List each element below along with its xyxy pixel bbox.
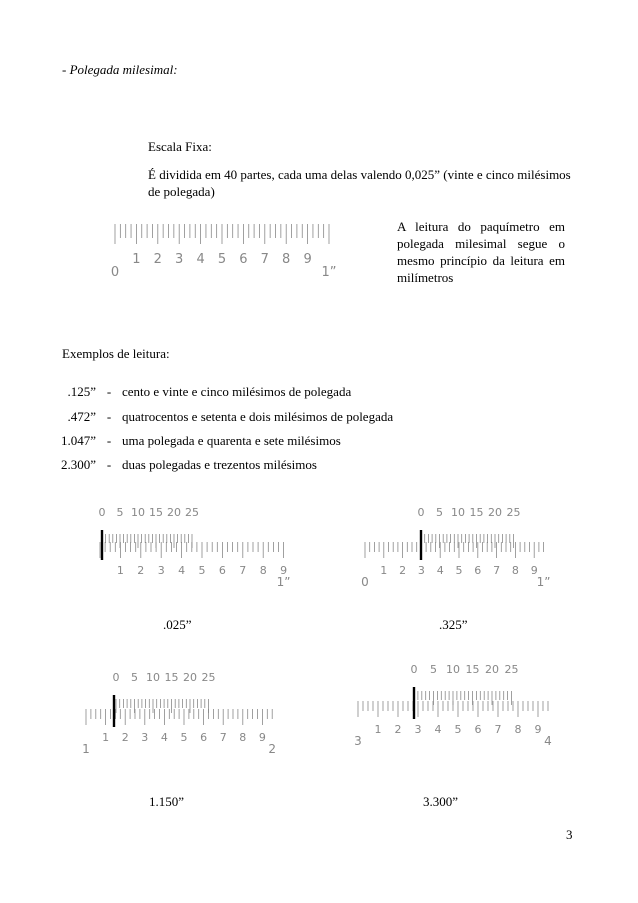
fixed-scale-description: É dividida em 40 partes, cada uma delas valendo 0,025” (vinte e cinco milésimos de polegada) [148,167,571,199]
example-value: 1.047” [60,433,96,448]
main-digit: 2 [394,723,402,736]
vernier-label: 10 [146,671,160,684]
vernier-label: 25 [201,671,216,684]
example-row [56,408,393,425]
main-digit: 6 [218,564,226,577]
examples-heading: Exemplos de leitura: [62,346,170,361]
main-digit: 5 [198,564,206,577]
start-label: 3 [354,734,362,748]
main-digit: 9 [534,723,542,736]
main-digit: 1 [102,731,110,744]
main-digit: 2 [121,731,129,744]
vernier-label: 15 [469,506,484,519]
start-label: 0 [361,575,369,589]
vernier-label: 15 [465,663,480,676]
example-row [56,432,341,449]
main-digit: 1 [116,564,124,577]
vernier-label: 20 [183,671,197,684]
main-digit: 4 [436,564,444,577]
example-row [56,383,351,400]
main-digit: 7 [494,723,502,736]
example-text: cento e vinte e cinco milésimos de polegada [122,384,352,399]
main-digit: 8 [239,731,247,744]
vernier-label: 10 [451,506,465,519]
vernier-label: 10 [131,506,145,519]
scale-label: 0 [110,265,120,280]
end-label: 2 [268,742,277,756]
main-digit: 7 [493,564,501,577]
main-digit: 6 [200,731,208,744]
example-dash: - [106,457,112,472]
vernier-label: 10 [446,663,460,676]
page-number: 3 [566,827,573,842]
scale-label: 6 [239,252,248,267]
main-digit: 9 [258,731,266,744]
scale-label: 1 [132,252,141,267]
end-label: 1” [536,575,551,589]
main-digit: 3 [141,731,149,744]
section-title: - Polegada milesimal: [62,62,178,77]
main-digit: 6 [474,723,482,736]
vernier-label: 25 [185,506,199,519]
example-dash: - [106,433,112,448]
main-digit: 8 [514,723,522,736]
main-digit: 8 [511,564,519,577]
main-digit: 5 [454,723,462,736]
example-dash: - [106,384,112,399]
main-digit: 5 [180,731,188,744]
vernier-label: 5 [436,506,443,519]
main-digit: 6 [474,564,482,577]
main-digit: 2 [399,564,407,577]
reading-2: .325” [439,617,468,632]
reading-3: 1.150” [149,794,185,809]
main-digit: 5 [455,564,463,577]
main-digit: 4 [434,723,442,736]
fixed-scale-heading: Escala Fixa: [148,139,212,154]
scale-label: 4 [196,252,205,267]
vernier-label: 25 [506,506,521,519]
scale-label: 7 [260,252,269,267]
vernier-label: 20 [485,663,499,676]
example-dash: - [106,409,112,424]
example-row [56,456,317,473]
vernier-diagram-1 [80,500,300,595]
example-text: uma polegada e quarenta e sete milésimos [122,433,341,448]
main-digit: 1 [374,723,382,736]
scale-label: 5 [217,252,227,267]
main-digit: 4 [178,564,186,577]
main-digit: 7 [219,731,227,744]
scale-label: 9 [303,252,312,267]
reading-1: .025” [163,617,192,632]
main-digit: 4 [160,731,168,744]
main-digit: 3 [157,564,165,577]
vernier-label: 25 [504,663,519,676]
main-digit: 9 [280,564,288,577]
vernier-label: 0 [410,663,418,676]
reading-4: 3.300” [423,794,459,809]
vernier-diagram-2 [355,500,555,595]
vernier-label: 5 [131,671,138,684]
main-digit: 7 [239,564,247,577]
main-digit: 3 [417,564,425,577]
example-value: 2.300” [60,457,96,472]
example-text: duas polegadas e trezentos milésimos [122,457,317,472]
vernier-label: 0 [98,506,106,519]
example-value: .472” [67,409,96,424]
scale-label: 1” [321,265,337,280]
scale-label: 3 [175,252,184,267]
vernier-label: 20 [167,506,181,519]
end-label: 1” [276,575,291,589]
vernier-label: 0 [417,506,425,519]
scale-label: 2 [153,252,162,267]
vernier-diagram-4 [348,655,558,755]
vernier-label: 15 [164,671,179,684]
fixed-scale-ruler [105,222,345,286]
end-label: 4 [544,734,552,748]
main-digit: 1 [380,564,388,577]
vernier-diagram-3 [78,665,288,760]
example-text: quatrocentos e setenta e dois milésimos de polegada [122,409,394,424]
vernier-label: 15 [149,506,163,519]
vernier-label: 5 [116,506,124,519]
side-note: A leitura do paquímetro em polegada milesimal segue o mesmo princípio da leitura em milímetros [397,219,565,285]
main-digit: 2 [137,564,145,577]
scale-label: 8 [282,252,291,267]
vernier-label: 0 [112,671,120,684]
main-digit: 9 [530,564,538,577]
start-label: 1 [82,742,90,756]
main-digit: 8 [259,564,267,577]
vernier-label: 20 [488,506,502,519]
main-digit: 3 [414,723,422,736]
vernier-label: 5 [430,663,437,676]
example-value: .125” [67,384,96,399]
